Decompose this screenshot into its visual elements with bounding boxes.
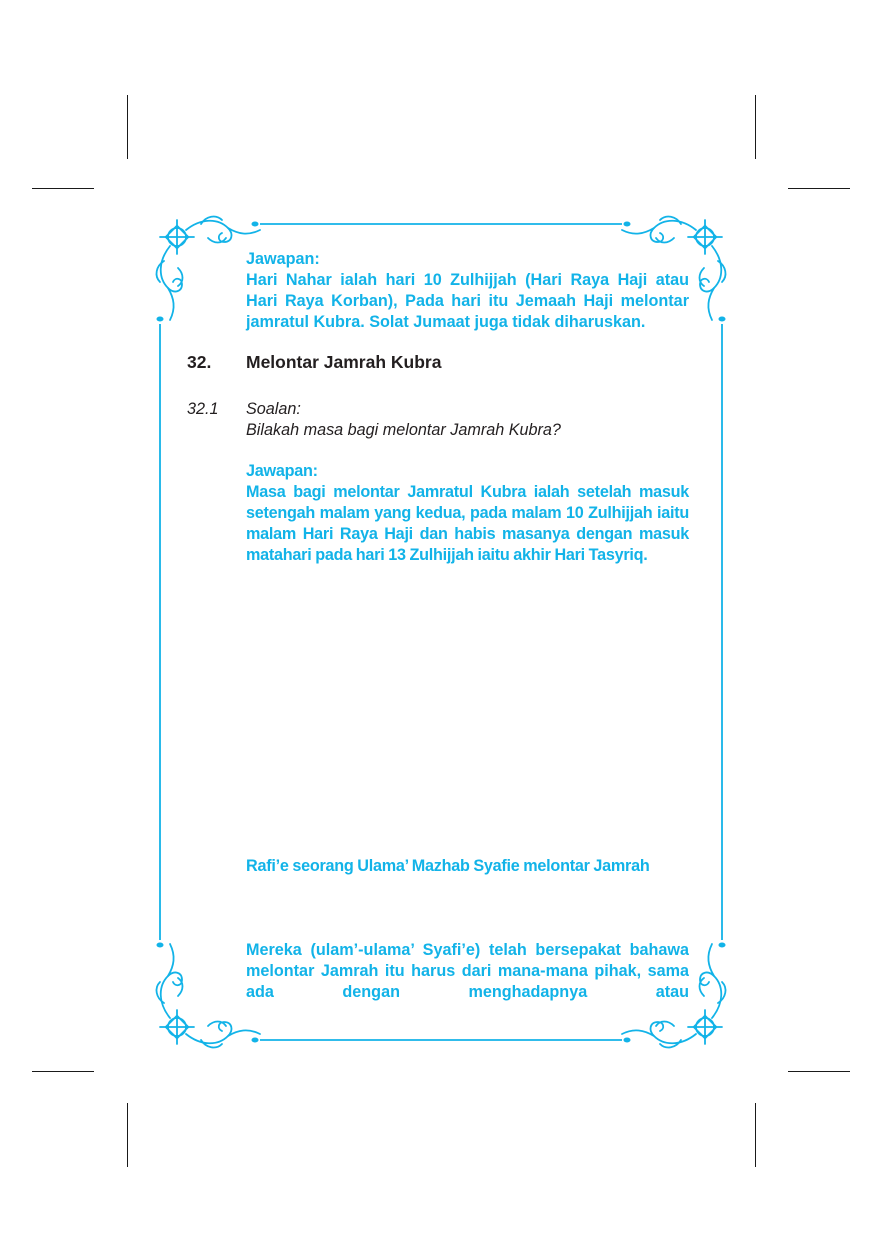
answer-block (246, 249, 689, 333)
image-caption: Rafi’e seorang Ulama’ Mazhab Syafie melontar Jamrah (246, 857, 650, 875)
answer-text: Masa bagi melontar Jamratul Kubra ialah setelah masuk setengah malam yang kedua, pada malam 10 Zulhijjah iaitu malam Hari Raya Haji dan habis masanya dengan masuk matahari pada hari 13 Zulhijjah iaitu akhir Hari Tasyriq. (246, 483, 689, 564)
question-block (246, 399, 689, 441)
question-text: Bilakah masa bagi melontar Jamrah Kubra? (246, 421, 561, 439)
question-label: Soalan: (246, 400, 301, 418)
section-number: 32. (187, 352, 212, 372)
crop-mark (127, 1103, 128, 1167)
crop-mark (755, 1103, 756, 1167)
closing-paragraph: Mereka (ulam’-ulama’ Syafi’e) telah bersepakat bahawa melontar Jamrah itu harus dari mana-mana pihak, sama ada dengan menghadapnya atau (246, 941, 689, 1001)
crop-mark (788, 1071, 850, 1072)
crop-mark (32, 188, 94, 189)
crop-mark (32, 1071, 94, 1072)
crop-mark (788, 188, 850, 189)
ornamental-border (152, 212, 730, 1052)
crop-mark (755, 95, 756, 159)
answer-block (246, 461, 689, 566)
answer-label: Jawapan: (246, 250, 320, 268)
crop-mark (127, 95, 128, 159)
answer-text: Hari Nahar ialah hari 10 Zulhijjah (Hari Raya Haji atau Hari Raya Korban), Pada hari itu Jemaah Haji melontar jamratul Kubra. Solat Jumaat juga tidak diharuskan. (246, 271, 689, 331)
question-number: 32.1 (187, 400, 219, 418)
answer-label: Jawapan: (246, 462, 318, 480)
section-title: Melontar Jamrah Kubra (246, 352, 442, 372)
